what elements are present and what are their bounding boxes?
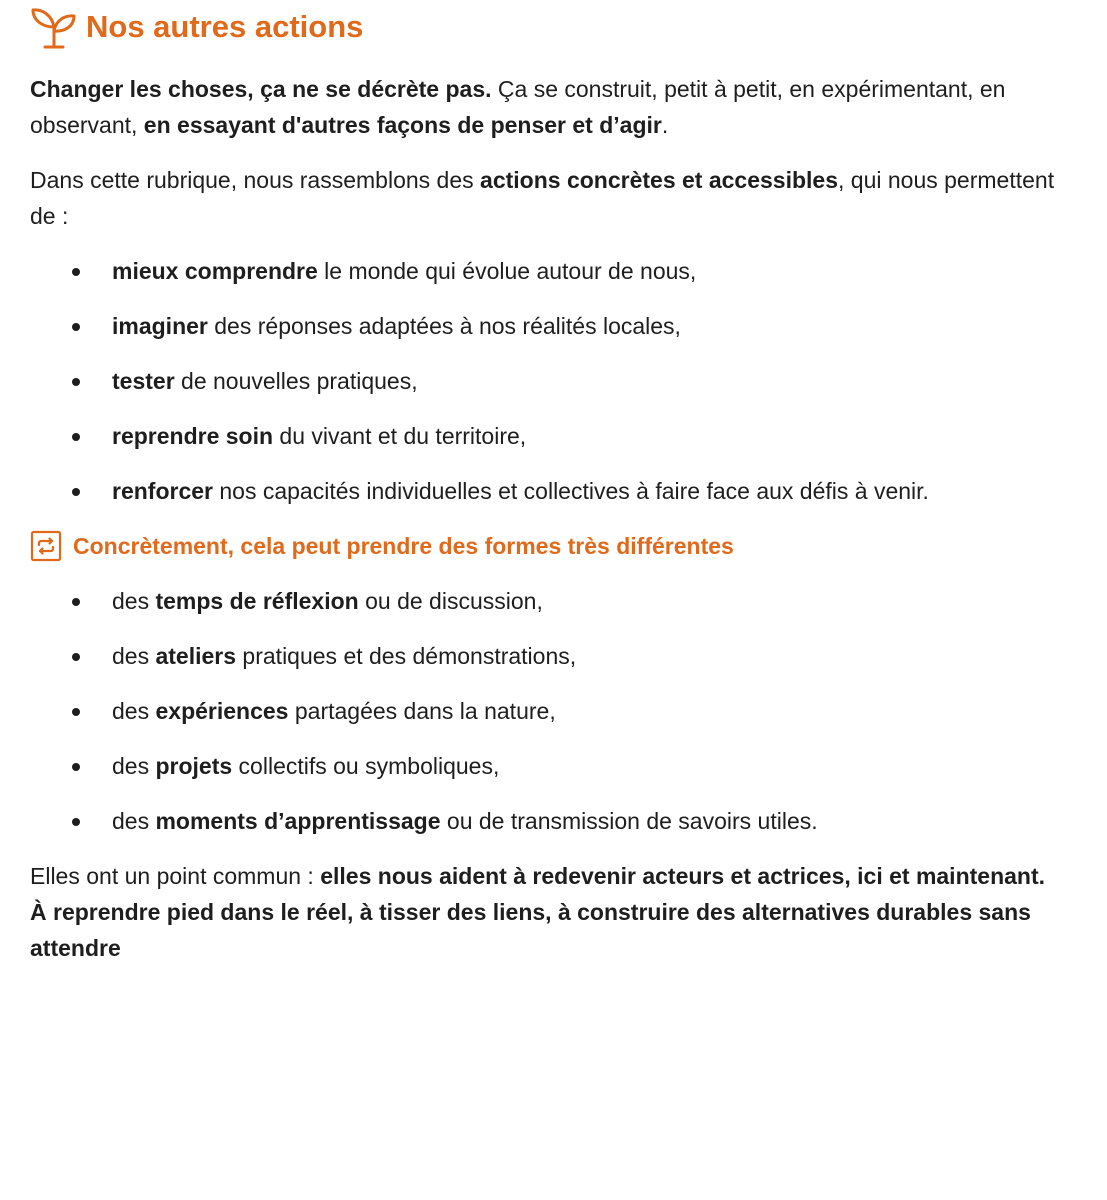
form-prefix: des [112,588,156,614]
form-prefix: des [112,698,156,724]
form-bold: expériences [155,698,289,724]
intro-paragraph-2 [30,162,1080,234]
list-item [30,253,1080,289]
list-item [30,418,1080,454]
list-item [30,308,1080,344]
intro-text-3: , qui nous permettent de : [30,167,1055,229]
conclusion-bold-2: À reprendre pied dans le réel, à tisser des liens, à construire des alternatives durables sans attendre [30,899,1031,961]
bullet-dot [72,653,80,661]
conclusion-bold-1: elles nous aident à redevenir acteurs et actrices, ici et maintenant. [320,863,1046,889]
intro-bold-actions: actions concrètes et accessibles [480,167,839,193]
list-item [30,803,1080,839]
form-bold: ateliers [155,643,237,669]
intro-text-1: Ça se construit, petit à petit, en expérimentant, en observant, [30,76,1006,138]
form-bold: projets [155,753,233,779]
form-prefix: des [112,643,156,669]
goal-text: du vivant et du territoire, [273,423,527,449]
form-text: collectifs ou symboliques, [232,753,500,779]
page-title: Nos autres actions [86,9,364,44]
section-header [30,528,1080,564]
forms-list [30,583,1080,839]
intro-bold-end: en essayant d'autres façons de penser et d’agir [143,112,662,138]
bullet-dot [72,488,80,496]
intro-text-2: Dans cette rubrique, nous rassemblons des [30,167,481,193]
intro-bold-start: Changer les choses, ça ne se décrète pas. [30,76,492,102]
form-prefix: des [112,808,156,834]
form-bold: temps de réflexion [155,588,359,614]
bullet-dot [72,378,80,386]
intro-paragraph-1 [30,71,1080,143]
bullet-dot [72,433,80,441]
bullet-dot [72,323,80,331]
goal-bold: mieux comprendre [112,258,318,284]
goal-text: de nouvelles pratiques, [174,368,418,394]
form-prefix: des [112,753,156,779]
list-item [30,583,1080,619]
page-content [30,0,1080,966]
sprout-icon [30,3,78,51]
bullet-dot [72,268,80,276]
list-item [30,473,1080,509]
list-item [30,748,1080,784]
intro-tail: . [661,112,669,138]
goal-bold: tester [112,368,175,394]
goal-bold: imaginer [112,313,208,339]
form-text: ou de transmission de savoirs utiles. [440,808,818,834]
conclusion-paragraph [30,858,1080,966]
form-text: partagées dans la nature, [288,698,556,724]
list-item [30,693,1080,729]
goal-bold: renforcer [112,478,213,504]
bullet-dot [72,708,80,716]
list-item [30,363,1080,399]
goal-text: des réponses adaptées à nos réalités locales, [207,313,681,339]
conclusion-text: Elles ont un point commun : [30,863,321,889]
goal-text: le monde qui évolue autour de nous, [317,258,697,284]
page-header [30,0,1080,54]
goals-list [30,253,1080,509]
list-item [30,638,1080,674]
form-bold: moments d’apprentissage [155,808,441,834]
goal-text: nos capacités individuelles et collectives à faire face aux défis à venir. [212,478,929,504]
goal-bold: reprendre soin [112,423,274,449]
bullet-dot [72,763,80,771]
bullet-dot [72,818,80,826]
repeat-icon [30,530,62,562]
form-text: pratiques et des démonstrations, [236,643,577,669]
section-title: Concrètement, cela peut prendre des formes très différentes [73,533,734,559]
form-text: ou de discussion, [358,588,543,614]
bullet-dot [72,598,80,606]
